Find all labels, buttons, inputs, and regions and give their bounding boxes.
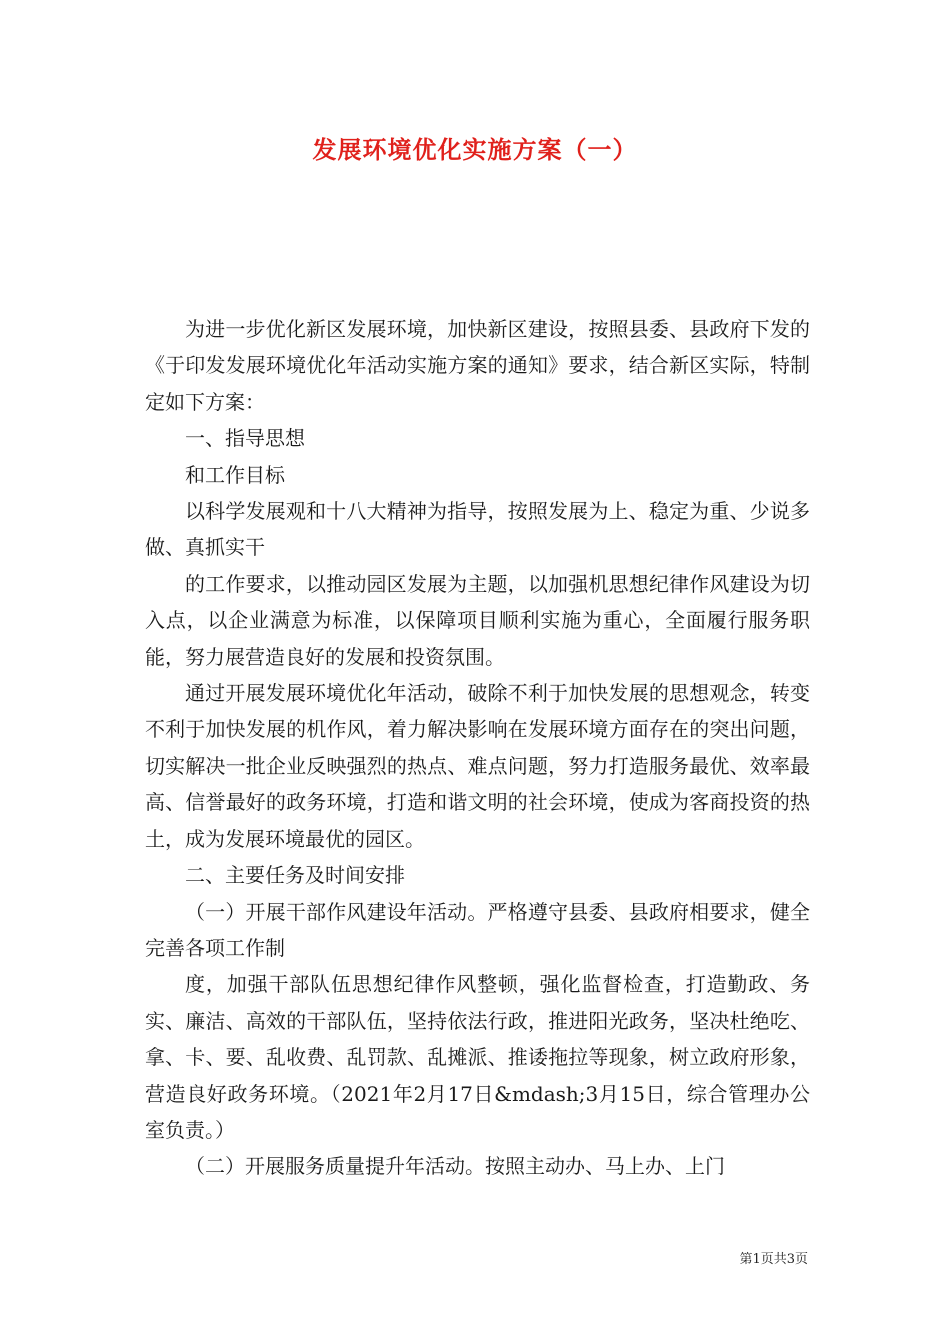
paragraph-guiding: 以科学发展观和十八大精神为指导，按照发展为上、稳定为重、少说多做、真抓实干 — [145, 499, 810, 560]
section-heading-1: 一、指导思想 — [185, 426, 305, 451]
section-heading-1-cont: 和工作目标 — [185, 462, 285, 487]
paragraph-task-2: （二）开展服务质量提升年活动。按照主动办、马上办、上门 — [185, 1154, 725, 1179]
page-number: 第1页共3页 — [739, 1252, 808, 1267]
paragraph-intro: 为进一步优化新区发展环境，加快新区建设，按照县委、县政府下发的《于印发发展环境优化年活动实施方案的通知》要求，结合新区实际，特制定如下方案： — [145, 317, 810, 414]
paragraph-task-1: （一）开展干部作风建设年活动。严格遵守县委、县政府相要求，健全完善各项工作制 — [145, 899, 810, 960]
paragraph-requirements: 的工作要求，以推动园区发展为主题，以加强机思想纪律作风建设为切入点，以企业满意为标准，以保障项目顺利实施为重心，全面履行服务职能，努力展营造良好的发展和投资氛围。 — [145, 571, 810, 669]
document-title: 发展环境优化实施方案（一） — [312, 135, 638, 164]
document-body — [145, 311, 810, 1185]
paragraph-goals: 通过开展发展环境优化年活动，破除不利于加快发展的思想观念，转变不利于加快发展的机作风，着力解决影响在发展环境方面存在的突出问题，切实解决一批企业反映强烈的热点、难点问题，努力打造服务最优、效率最高、信誉最好的政务环境，打造和谐文明的社会环境，使成为客商投资的热土，成为发展环境最优的园区。 — [145, 681, 810, 851]
section-heading-2: 二、主要任务及时间安排 — [185, 863, 405, 888]
paragraph-task-1-cont: 度，加强干部队伍思想纪律作风整顿，强化监督检查，打造勤政、务实、廉洁、高效的干部队伍，坚持依法行政，推进阳光政务，坚决杜绝吃、拿、卡、要、乱收费、乱罚款、乱摊派、推诿拖拉等现象，树立政府形象，营造良好政务环境。（2021年2月17日&mdash;3月15日，综合管理办公室负责。） — [145, 972, 810, 1142]
